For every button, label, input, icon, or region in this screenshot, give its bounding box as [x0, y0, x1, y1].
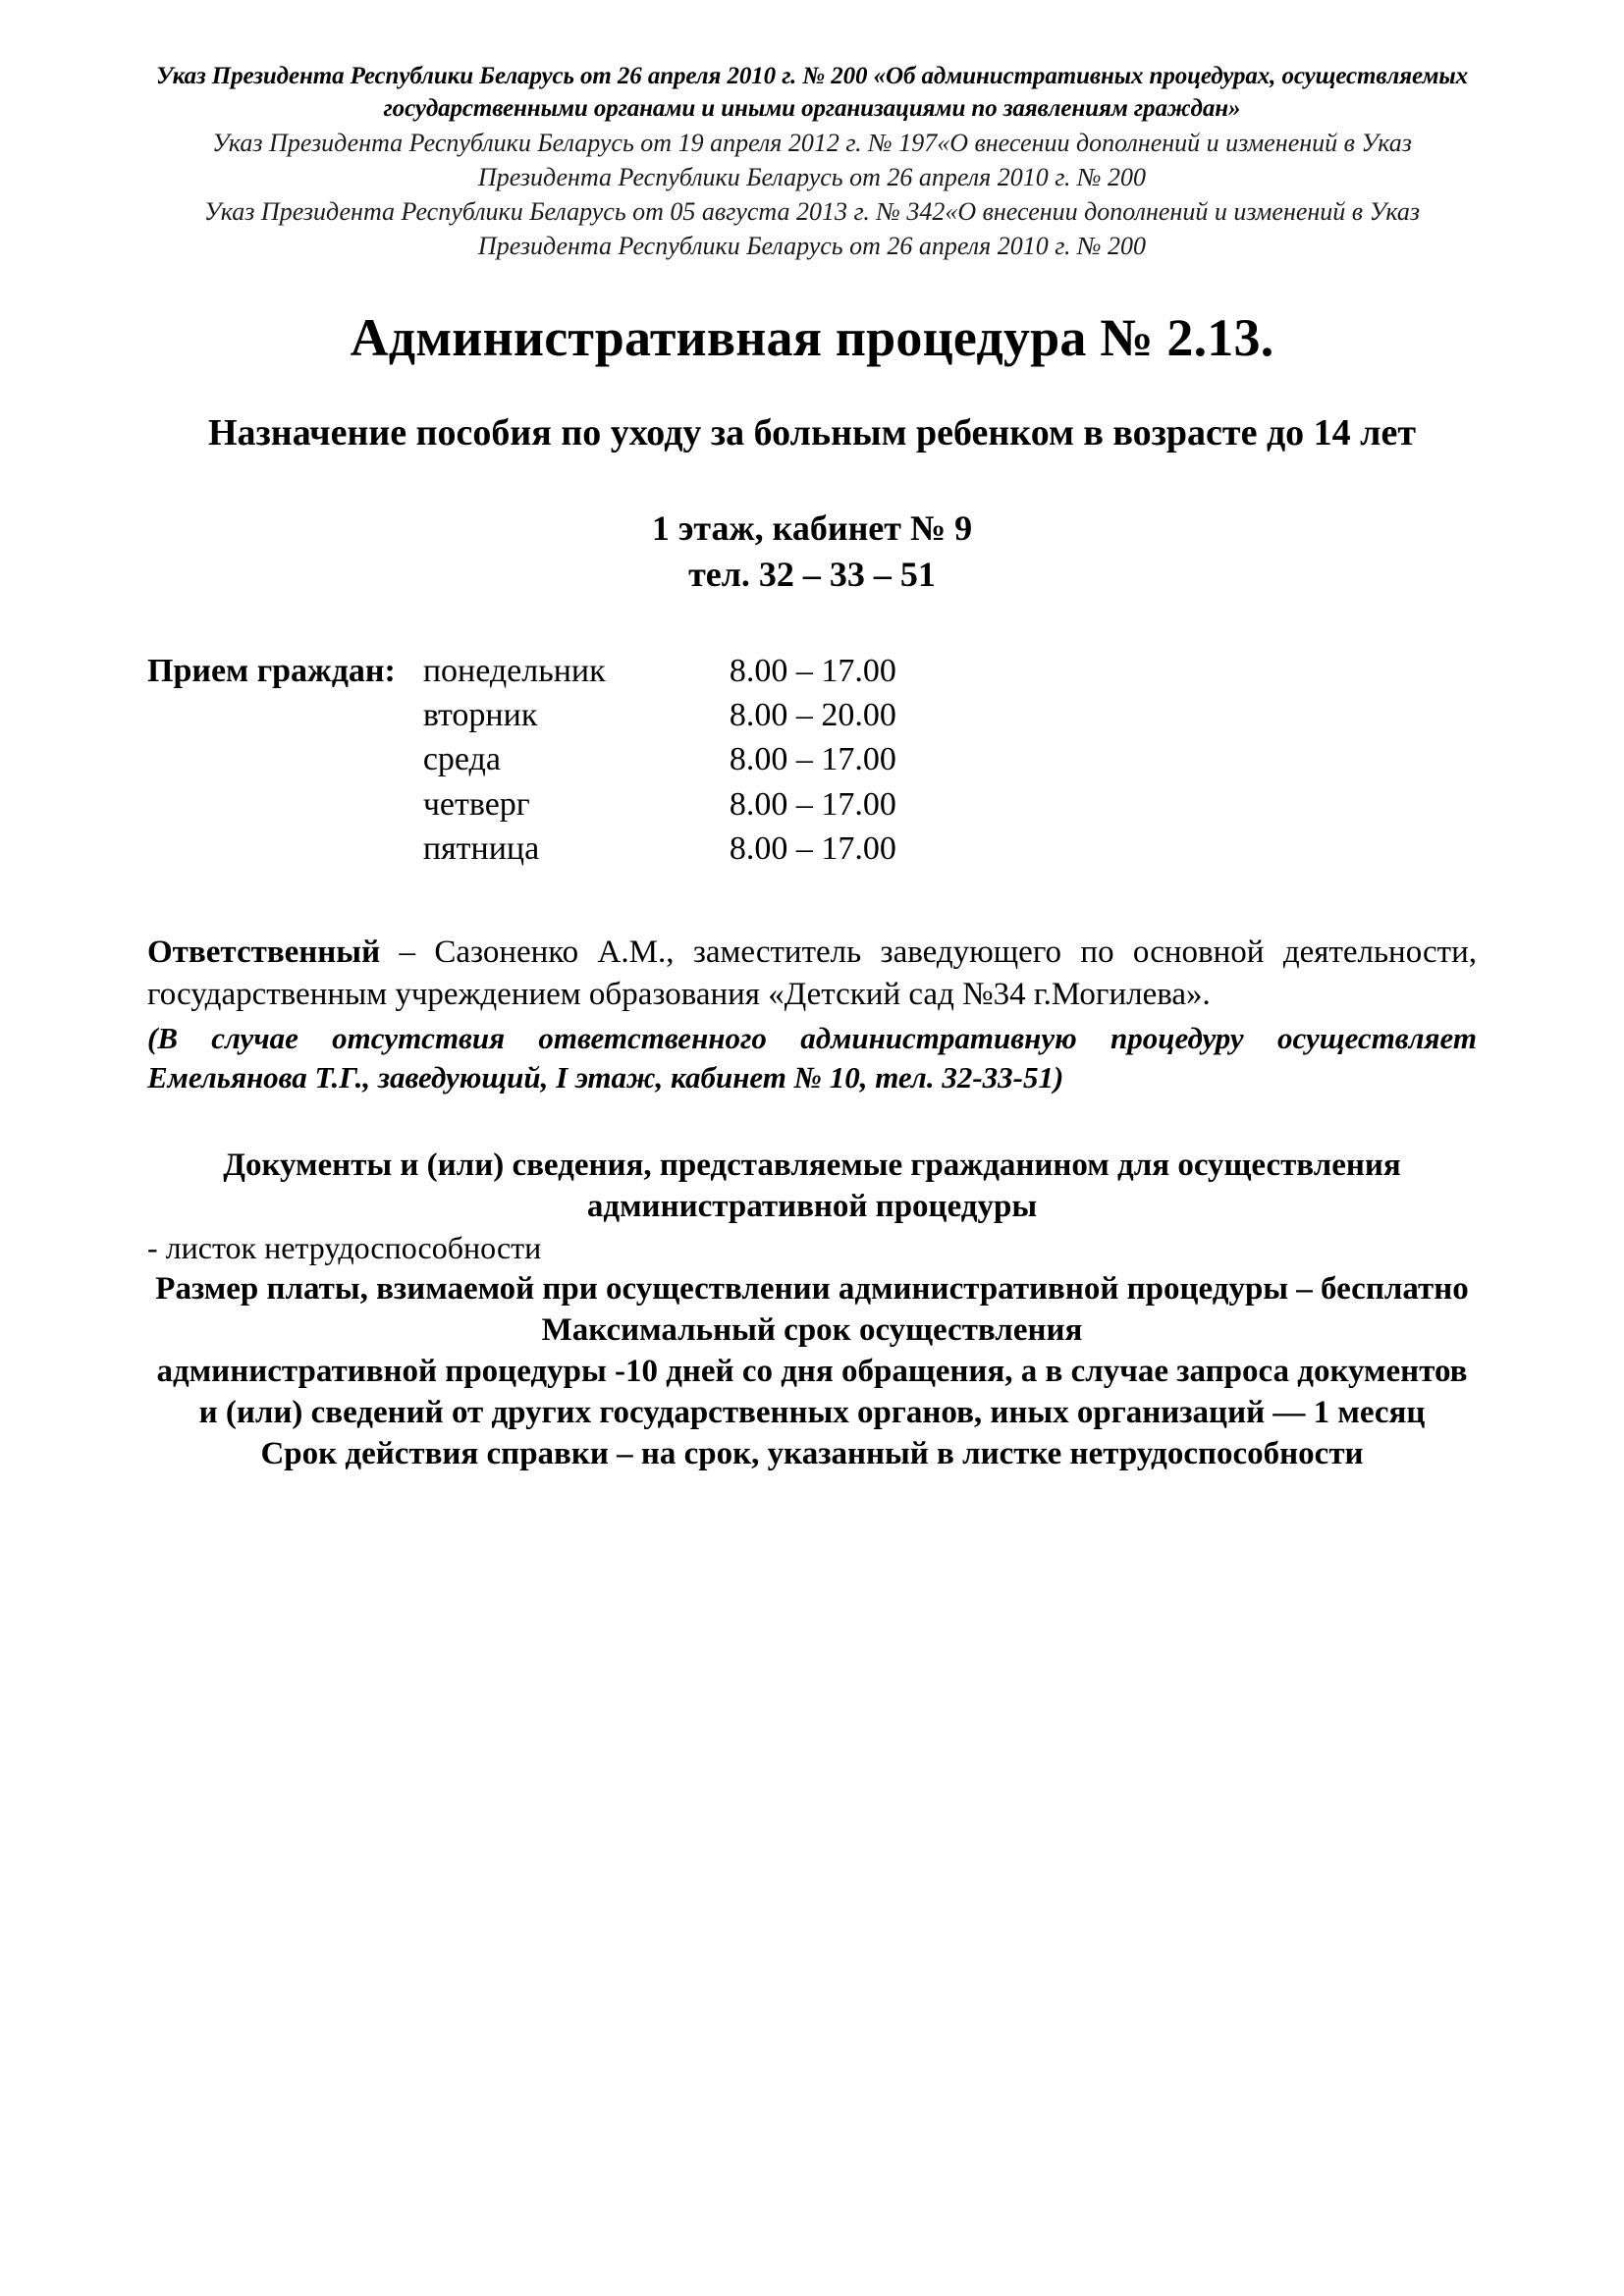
schedule-row [147, 693, 955, 737]
decree-amendment-2013: Указ Президента Республики Беларусь от 05 августа 2013 г. № 342«О внесении дополнений и изменений в Указ Президента Республики Беларусь от 26 апреля 2010 г. № 200 [203, 197, 1421, 260]
schedule-label-spacer [147, 782, 423, 827]
schedule-time: 8.00 – 17.00 [729, 741, 896, 778]
max-term-text: административной процедуры -10 дней со дня обращения, а в случае запроса документов и (или) сведений от других государственных органов, иных организаций — 1 месяц [156, 1354, 1468, 1431]
decree-primary-reference: Указ Президента Республики Беларусь от 26 апреля 2010 г. № 200 «Об административных процедурах, осуществляемых государственными органами и иными организациями по заявлениям граждан» [155, 63, 1469, 122]
schedule-label-spacer [147, 737, 423, 781]
schedule-row [147, 782, 955, 827]
office-location: 1 этаж, кабинет № 9 [651, 508, 973, 549]
page-title: Административная процедура № 2.13. [350, 308, 1274, 368]
responsible-label: Ответственный [147, 934, 381, 971]
schedule-row [147, 737, 955, 781]
schedule-label: Прием граждан: [147, 653, 396, 689]
decree-header-block [147, 61, 1477, 263]
schedule-time: 8.00 – 17.00 [729, 653, 896, 689]
schedule-day: вторник [422, 697, 538, 734]
schedule-time: 8.00 – 20.00 [729, 697, 896, 734]
schedule-day: понедельник [422, 653, 606, 689]
schedule-time: 8.00 – 17.00 [729, 785, 896, 823]
documents-required-item: - листок нетрудоспособности [147, 1229, 542, 1265]
validity-term-text: Срок действия справки – на срок, указанный в листке нетрудоспособности [260, 1436, 1364, 1472]
responsible-substitute-note: (В случае отсутствия ответственного административную процедуру осуществляет Емельянова Т.Г., заведующий, I этаж, кабинет № 10, тел. 32-33-51) [147, 1020, 1477, 1095]
schedule-row [147, 649, 955, 693]
page-subtitle: Назначение пособия по уходу за больным ребенком в возрасте до 14 лет [207, 411, 1417, 454]
document-body [147, 61, 1477, 1475]
documents-required-heading: Документы и (или) сведения, представляемые гражданином для осуществления административной процедуры [223, 1148, 1401, 1225]
schedule-day: четверг [422, 785, 530, 823]
office-info-block [147, 506, 1477, 598]
reception-schedule [147, 649, 955, 871]
decree-amendment-2012: Указ Президента Республики Беларусь от 19 апреля 2012 г. № 197«О внесении дополнений и изменений в Указ Президента Республики Беларусь от 26 апреля 2010 г. № 200 [212, 129, 1412, 191]
schedule-time: 8.00 – 17.00 [729, 829, 896, 867]
schedule-label-spacer [147, 693, 423, 737]
fee-heading: Размер платы, взимаемой при осуществлении административной процедуры – бесплатно [155, 1270, 1469, 1307]
responsible-text: – Сазоненко А.М., заместитель заведующего по основной деятельности, государственным учреждением образования «Детский сад №34 г.Могилева». [147, 934, 1477, 1013]
schedule-label-spacer [147, 827, 423, 871]
office-phone: тел. 32 – 33 – 51 [688, 555, 936, 595]
schedule-row [147, 827, 955, 871]
schedule-day: среда [422, 741, 501, 778]
procedure-details-section [147, 1145, 1477, 1475]
schedule-day: пятница [422, 829, 540, 867]
responsible-paragraph [147, 932, 1477, 1016]
max-term-heading: Максимальный срок осуществления [541, 1311, 1083, 1348]
